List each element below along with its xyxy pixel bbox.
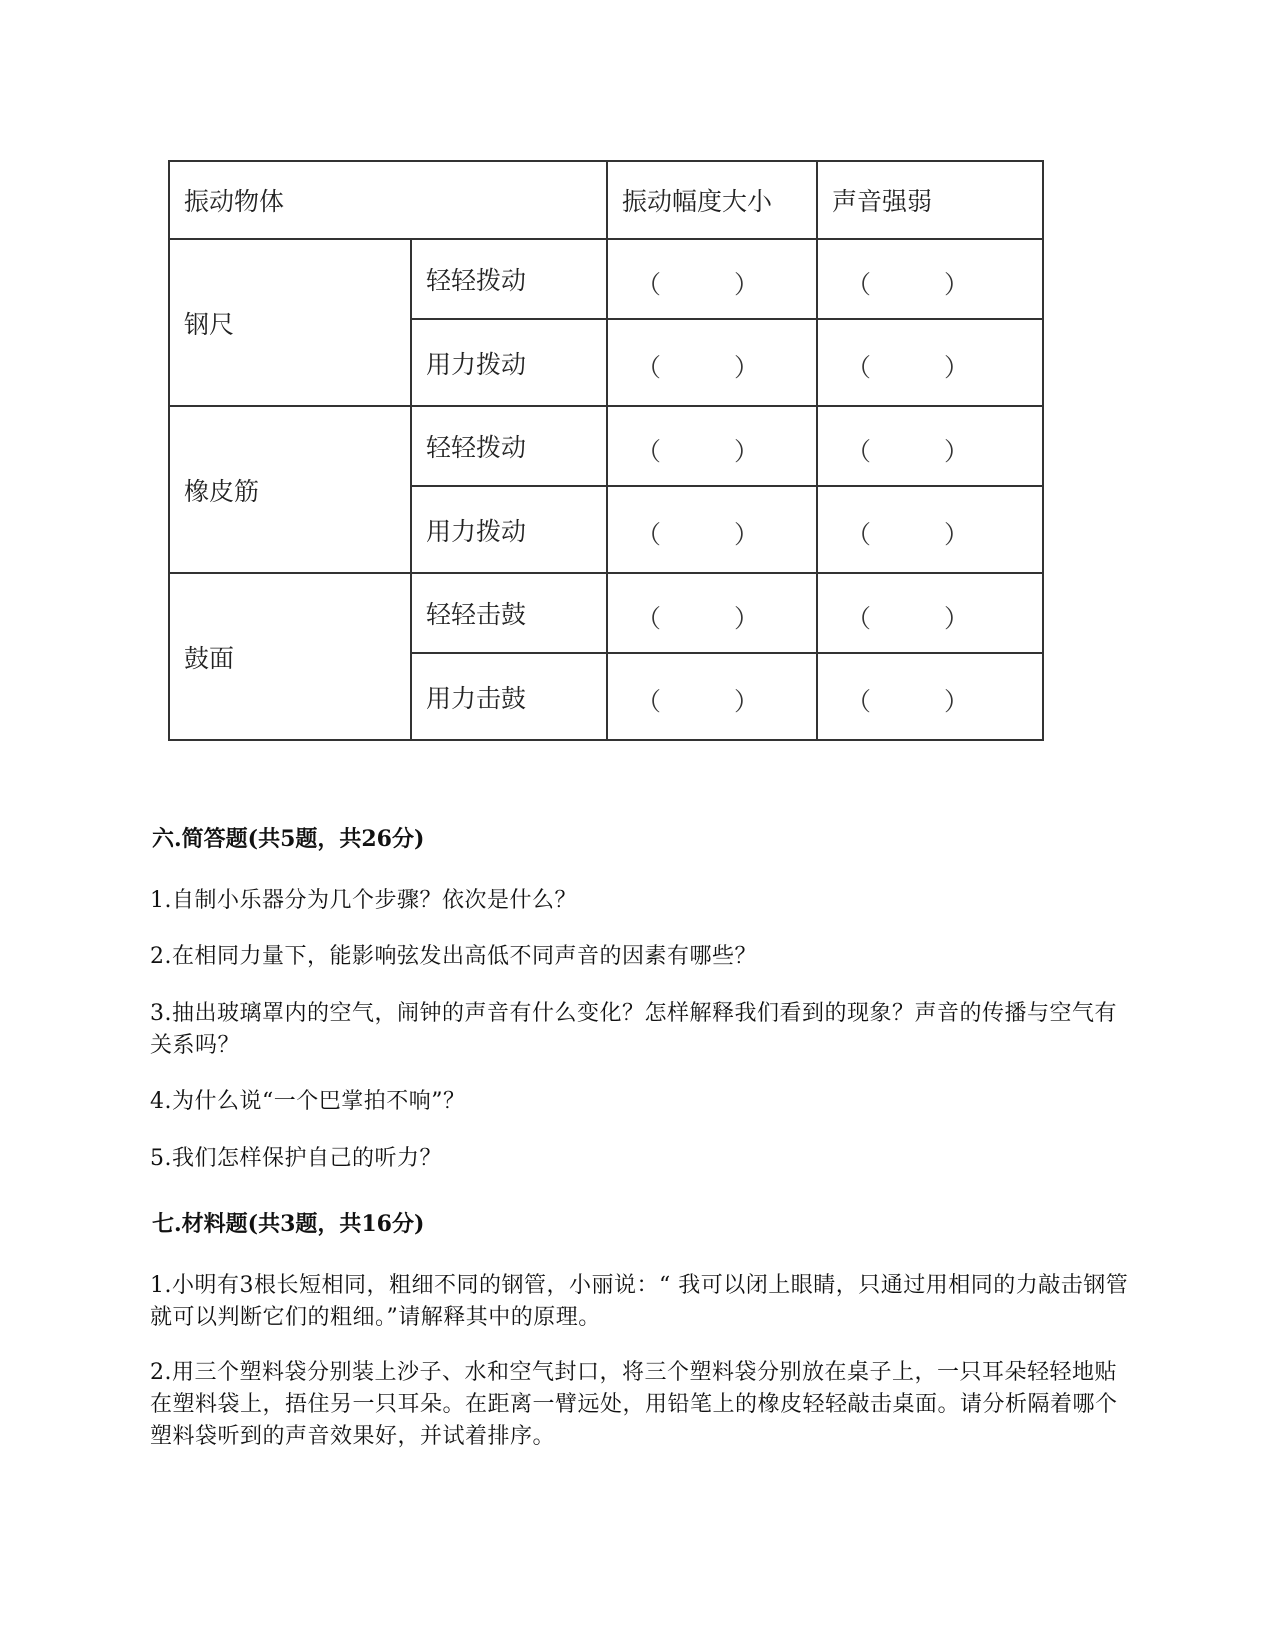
header-loudness: 声音强弱 — [817, 161, 1043, 239]
amplitude-answer-blank[interactable]: （ ） — [607, 319, 817, 406]
question-item: 4.为什么说“一个巴掌拍不响”？ — [150, 1089, 466, 1114]
header-vibrating-object: 振动物体 — [169, 161, 607, 239]
loudness-answer-blank[interactable]: （ ） — [817, 239, 1043, 319]
amplitude-answer-blank[interactable]: （ ） — [607, 653, 817, 740]
amplitude-answer-blank[interactable]: （ ） — [607, 239, 817, 319]
section-title-material: 七.材料题(共3题，共16分) — [152, 1211, 425, 1237]
action-cell: 用力拨动 — [411, 319, 607, 406]
action-cell: 轻轻拨动 — [411, 406, 607, 486]
amplitude-answer-blank[interactable]: （ ） — [607, 486, 817, 573]
question-item: 3.抽出玻璃罩内的空气，闹钟的声音有什么变化？怎样解释我们看到的现象？声音的传播与空气有关系吗？ — [150, 1001, 1117, 1058]
object-cell: 钢尺 — [169, 239, 411, 406]
loudness-answer-blank[interactable]: （ ） — [817, 486, 1043, 573]
question-item: 2.用三个塑料袋分别装上沙子、水和空气封口，将三个塑料袋分别放在桌子上，一只耳朵轻轻地贴在塑料袋上，捂住另一只耳朵。在距离一臂远处，用铅笔上的橡皮轻轻敲击桌面。请分析隔着哪个塑料袋听到的声音效果好，并试着排序。 — [150, 1360, 1118, 1449]
question-item: 2.在相同力量下，能影响弦发出高低不同声音的因素有哪些？ — [150, 944, 757, 969]
table-row — [169, 573, 1043, 653]
loudness-answer-blank[interactable]: （ ） — [817, 319, 1043, 406]
action-cell: 轻轻拨动 — [411, 239, 607, 319]
action-cell: 轻轻击鼓 — [411, 573, 607, 653]
action-cell: 用力击鼓 — [411, 653, 607, 740]
table-header-row — [169, 161, 1043, 239]
loudness-answer-blank[interactable]: （ ） — [817, 573, 1043, 653]
table-row — [169, 406, 1043, 486]
table-row — [169, 239, 1043, 319]
section-title-short-answer: 六.简答题(共5题，共26分) — [152, 826, 425, 852]
loudness-answer-blank[interactable]: （ ） — [817, 406, 1043, 486]
header-amplitude: 振动幅度大小 — [607, 161, 817, 239]
experiment-table — [168, 160, 1044, 741]
object-cell: 橡皮筋 — [169, 406, 411, 573]
object-cell: 鼓面 — [169, 573, 411, 740]
loudness-answer-blank[interactable]: （ ） — [817, 653, 1043, 740]
action-cell: 用力拨动 — [411, 486, 607, 573]
question-item: 1.自制小乐器分为几个步骤？依次是什么？ — [150, 888, 577, 913]
amplitude-answer-blank[interactable]: （ ） — [607, 406, 817, 486]
amplitude-answer-blank[interactable]: （ ） — [607, 573, 817, 653]
question-item: 5.我们怎样保护自己的听力？ — [150, 1146, 442, 1171]
question-item: 1.小明有3根长短相同，粗细不同的钢管，小丽说：“ 我可以闭上眼睛，只通过用相同的力敲击钢管就可以判断它们的粗细。”请解释其中的原理。 — [150, 1273, 1129, 1330]
